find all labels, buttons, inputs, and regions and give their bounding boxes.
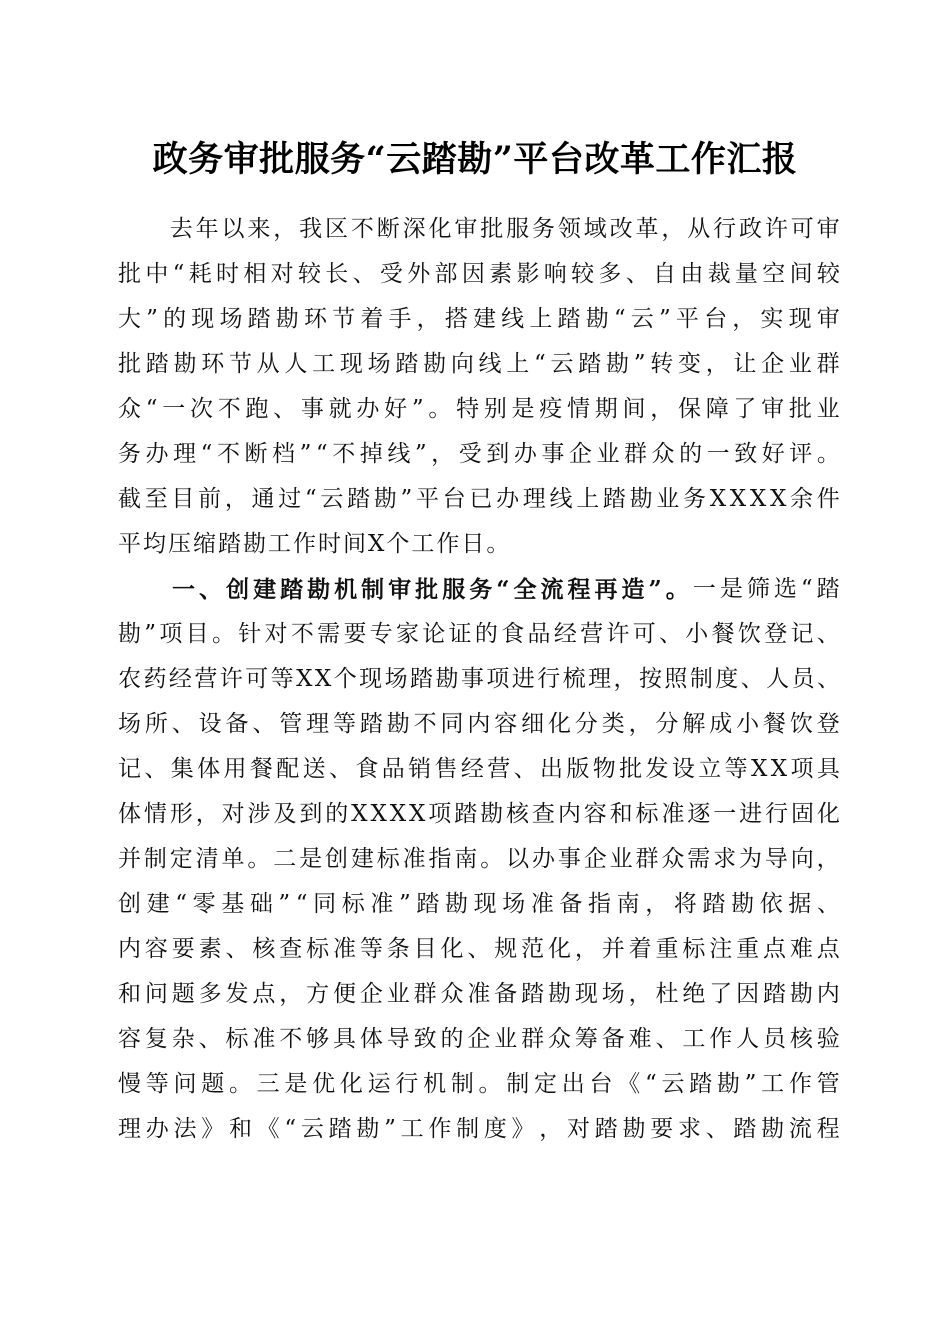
paragraph-line: 截 至 目 前 ， 通 过 “ 云 踏 勘 ” 平 台 已 办 理 线 上 踏 勘 业 务 X X X X 余 件 [118, 486, 840, 512]
paragraph-line: 去 年 以 来 ， 我 区 不 断 深 化 审 批 服 务 领 域 改 革 ， 从 行 政 许 可 审 [169, 216, 840, 242]
document-body [118, 207, 840, 1152]
paragraph-line: 理 办 法 》 和 《 “ 云 踏 勘 ” 工 作 制 度 》 ， 对 踏 勘 要 求 、 踏 勘 流 程 [118, 1116, 840, 1142]
paragraph-line: 批 踏 勘 环 节 从 人 工 现 场 踏 勘 向 线 上 “ 云 踏 勘 ” 转 变 ， 让 企 业 群 [118, 351, 840, 377]
paragraph-line: 一 、 创 建 踏 勘 机 制 审 批 服 务 “ 全 流 程 再 造 ” 。 一 是 筛 选 “ 踏 [172, 576, 840, 603]
paragraph-line: 容 复 杂 、 标 准 不 够 具 体 导 致 的 企 业 群 众 筹 备 难 、 工 作 人 员 核 验 [118, 1026, 840, 1052]
paragraph-line: 创 建 “ 零 基 础 ” “ 同 标 准 ” 踏 勘 现 场 准 备 指 南 ， 将 踏 勘 依 据 、 [118, 891, 840, 917]
paragraph-line: 内 容 要 素 、 核 查 标 准 等 条 目 化 、 规 范 化 ， 并 着 重 标 注 重 点 难 点 [118, 936, 840, 962]
paragraph-line: 场 所 、 设 备 、 管 理 等 踏 勘 不 同 内 容 细 化 分 类 ， 分 解 成 小 餐 饮 登 [118, 711, 840, 737]
paragraph-line: 务 办 理 “ 不 断 档 ” “ 不 掉 线 ” ， 受 到 办 事 企 业 群 众 的 一 致 好 评 。 [118, 441, 840, 467]
paragraph-line: 体 情 形 ， 对 涉 及 到 的 X X X X 项 踏 勘 核 查 内 容 和 标 准 逐 一 进 行 固 化 [118, 801, 840, 827]
paragraph-line: 并 制 定 清 单 。 二 是 创 建 标 准 指 南 。 以 办 事 企 业 群 众 需 求 为 导 向 ， [118, 846, 840, 872]
paragraph-line: 平 均 压 缩 踏 勘 工 作 时 间 X 个 工 作 日 。 [118, 531, 512, 557]
paragraph-line: 批 中 “ 耗 时 相 对 较 长 、 受 外 部 因 素 影 响 较 多 、 自 由 裁 量 空 间 较 [118, 261, 840, 287]
paragraph-line: 众 “ 一 次 不 跑 、 事 就 办 好 ” 。 特 别 是 疫 情 期 间 ， 保 障 了 审 批 业 [118, 396, 840, 422]
paragraph-line: 慢 等 问 题 。 三 是 优 化 运 行 机 制 。 制 定 出 台 《 “ 云 踏 勘 ” 工 作 管 [118, 1071, 840, 1097]
paragraph-line: 勘 ” 项 目 。 针 对 不 需 要 专 家 论 证 的 食 品 经 营 许 可 、 小 餐 饮 登 记 、 [118, 621, 840, 647]
paragraph-line: 大 ” 的 现 场 踏 勘 环 节 着 手 ， 搭 建 线 上 踏 勘 “ 云 ” 平 台 ， 实 现 审 [118, 306, 840, 332]
paragraph-line: 和 问 题 多 发 点 ， 方 便 企 业 群 众 准 备 踏 勘 现 场 ， 杜 绝 了 因 踏 勘 内 [118, 981, 840, 1007]
paragraph-line: 记 、 集 体 用 餐 配 送 、 食 品 销 售 经 营 、 出 版 物 批 发 设 立 等 X X 项 具 [118, 756, 840, 782]
document-title: 政务审批服务“云踏勘”平台改革工作汇报 [152, 139, 798, 180]
paragraph-line: 农 药 经 营 许 可 等 X X 个 现 场 踏 勘 事 项 进 行 梳 理 ， 按 照 制 度 、 人 员 、 [118, 666, 840, 692]
